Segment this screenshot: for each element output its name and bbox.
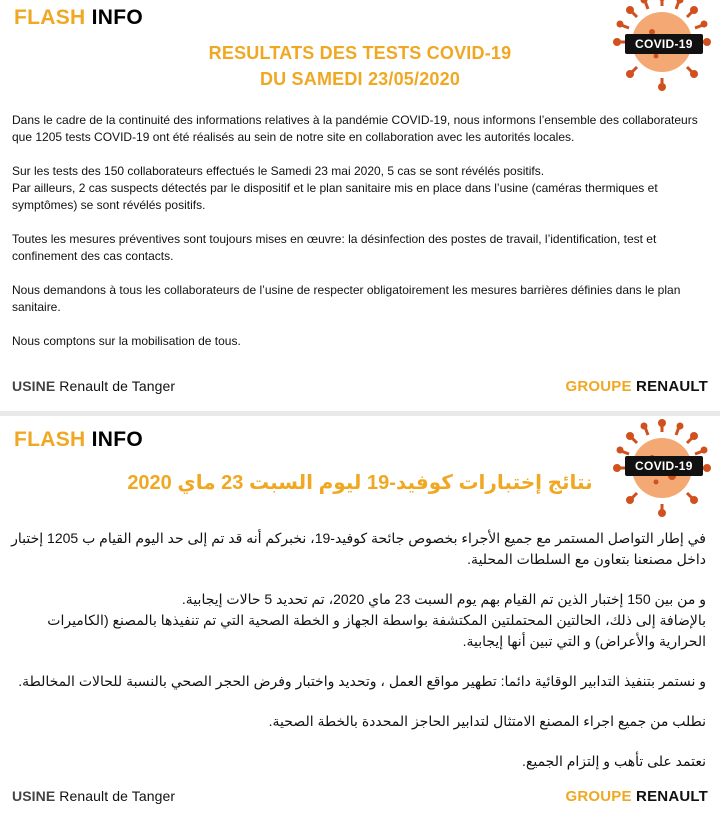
covid-19-badge: COVID-19 (625, 34, 703, 54)
paragraph: Par ailleurs, 2 cas suspects détectés par le dispositif et le plan sanitaire mis en place dans l’usine (caméras thermiques et symptômes) se sont révélés positifs. (12, 181, 658, 212)
paragraph: Sur les tests des 150 collaborateurs effectués le Samedi 23 mai 2020, 5 cas se sont révélés positifs. (12, 164, 545, 178)
paragraph: بالإضافة إلى ذلك، الحالتين المحتملتين المكتشفة بواسطة الجهاز و الخطة الصحية التي تم تنفيذها بالمصنع (الكاميرات الحرارية والأعراض) و التي تبين أنها إيجابية. (47, 612, 706, 649)
french-title: RESULTATS DES TESTS COVID-19 DU SAMEDI 23/05/2020 (208, 43, 512, 89)
paragraph: Nous demandons à tous les collaborateurs de l’usine de respecter obligatoirement les mesures barrières définies dans le plan sanitaire. (12, 283, 681, 314)
arabic-title: نتائج إختبارات كوفيد-19 ليوم السبت 23 ماي 2020 (127, 472, 593, 494)
paragraph: نعتمد على تأهب و إلتزام الجميع. (522, 753, 706, 769)
flash-info-logo: FLASH INFO (14, 6, 144, 29)
paragraph: Toutes les mesures préventives sont toujours mises en œuvre: la désinfection des postes de travail, l’identification, test et confinement des cas contacts. (12, 232, 657, 263)
groupe-renault-logo: GROUPE RENAULT (565, 378, 708, 395)
paragraph: Dans le cadre de la continuité des informations relatives à la pandémie COVID-19, nous informons l’ensemble des collaborateurs que 1205 tests COVID-19 ont été réalisés au sein de notre site en collaboration avec les autorités locales. (12, 113, 698, 144)
paragraph: نطلب من جميع اجراء المصنع الامتثال لتدابير الحاجز المحددة بالخطة الصحية. (268, 713, 706, 729)
paragraph: و نستمر بتنفيذ التدابير الوقائية دائما: تطهير مواقع العمل ، وتحديد واختبار وفرض الحجر الصحي بالنسبة للحالات المخالطة. (18, 673, 706, 689)
flash-info-arabic-panel (0, 416, 720, 823)
usine-renault-tanger-footer: USINE Renault de Tanger (12, 788, 176, 804)
usine-renault-tanger-footer: USINE Renault de Tanger (12, 378, 176, 394)
flash-info-logo: FLASH INFO (14, 428, 144, 451)
groupe-renault-logo: GROUPE RENAULT (565, 788, 708, 805)
arabic-body (10, 528, 706, 772)
paragraph: في إطار التواصل المستمر مع جميع الأجراء بخصوص جائحة كوفيد-19، نخبركم أنه قد تم إلى حد اليوم القيام ب 1205 إختبار داخل مصنعنا بتعاون مع السلطات المحلية. (11, 530, 706, 567)
flash-info-french-panel (0, 0, 720, 411)
paragraph: و من بين 150 إختبار الذين تم القيام بهم يوم السبت 23 ماي 2020، تم تحديد 5 حالات إيجابية. (181, 591, 706, 607)
french-body (12, 112, 704, 350)
covid-19-badge: COVID-19 (625, 456, 703, 476)
paragraph: Nous comptons sur la mobilisation de tous. (12, 334, 241, 348)
